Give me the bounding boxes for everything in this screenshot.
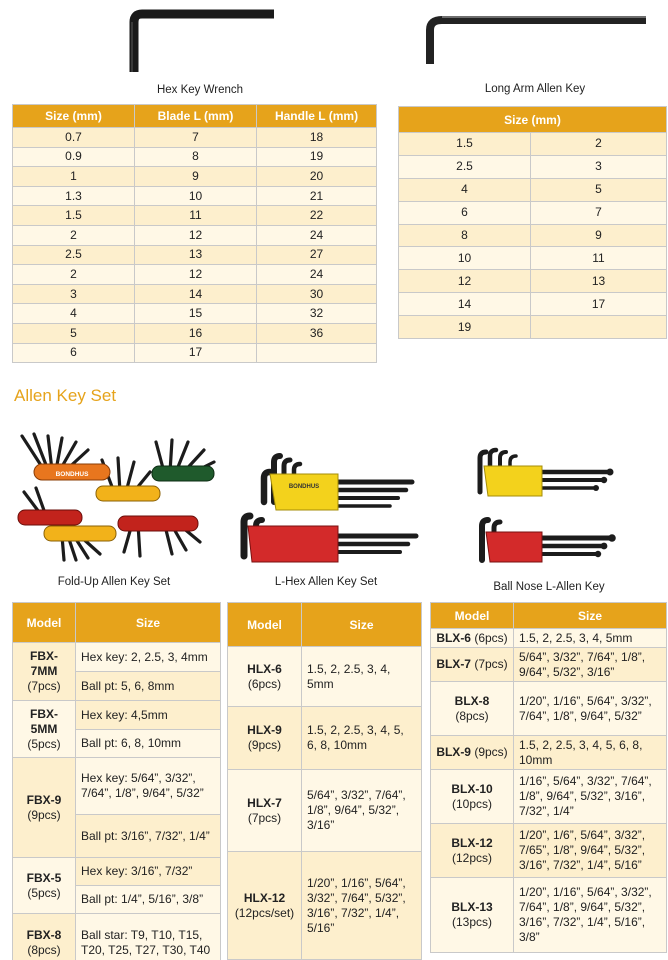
model-name: BLX-13 xyxy=(451,900,493,914)
model-name: BLX-10 xyxy=(451,781,493,796)
table-row xyxy=(13,323,377,343)
table-cell: 2 xyxy=(13,265,135,285)
l-hex-allen-key-set-image xyxy=(234,452,420,564)
size-cell: 1/20”, 1/16”, 5/64”, 3/32”, 7/64”, 1/8”, 9/64”, 5/32”, 3/16”, 7/32”, 1/4”, 5/16”, 3/8” xyxy=(514,878,667,953)
table-cell: 6 xyxy=(13,343,135,363)
hex-key-table xyxy=(12,104,377,363)
blx-table xyxy=(430,602,667,953)
section-title: Allen Key Set xyxy=(14,386,117,405)
hlx-table xyxy=(227,602,422,960)
table-cell: 22 xyxy=(257,206,377,226)
hlx-header-size: Size xyxy=(302,603,422,647)
table-cell: 3 xyxy=(531,155,667,178)
table-row xyxy=(399,155,667,178)
size-cell: 1/20”, 1/16”, 5/64”, 3/32”, 7/64”, 5/32”, 3/16”, 7/32”, 1/4”, 5/16” xyxy=(302,852,422,960)
size-cell: 1/16”, 5/64”, 3/32”, 7/64”, 1/8”, 9/64”, 5/32”, 3/16”, 7/32”, 1/4” xyxy=(514,770,667,824)
table-row xyxy=(399,178,667,201)
size-cell: Ball pt: 5, 6, 8mm xyxy=(76,672,221,701)
table-cell: 2 xyxy=(531,133,667,156)
size-cell: 5/64”, 3/32”, 7/64”, 1/8”, 9/64”, 5/32”, 3/16” xyxy=(514,648,667,682)
table-row xyxy=(13,758,221,815)
table-row xyxy=(228,707,422,770)
table-row xyxy=(431,648,667,682)
table-row xyxy=(399,316,667,339)
table-cell: 17 xyxy=(531,293,667,316)
model-name: HLX-9 xyxy=(247,723,282,737)
table-cell: 5 xyxy=(13,323,135,343)
table-cell: 1.5 xyxy=(13,206,135,226)
table-row xyxy=(13,245,377,265)
model-count: (5pcs) xyxy=(27,736,61,751)
table-cell: 10 xyxy=(135,186,257,206)
brand-mark-text: BONDHUS xyxy=(55,471,89,478)
model-cell xyxy=(431,736,514,770)
size-cell: 1.5, 2, 2.5, 3, 4, 5mm xyxy=(302,647,422,707)
table-cell: 12 xyxy=(399,270,531,293)
model-name: FBX-7MM xyxy=(30,649,58,678)
table-row xyxy=(13,343,377,363)
model-cell xyxy=(431,878,514,953)
table-cell: 14 xyxy=(135,284,257,304)
model-name: BLX-12 xyxy=(451,835,493,850)
table-row xyxy=(431,878,667,953)
table-row xyxy=(399,270,667,293)
table-cell: 15 xyxy=(135,304,257,324)
table-row xyxy=(13,186,377,206)
table-row xyxy=(228,647,422,707)
table-cell: 6 xyxy=(399,201,531,224)
model-cell xyxy=(13,643,76,701)
table-cell: 1 xyxy=(13,167,135,187)
table-row xyxy=(13,914,221,960)
table-cell: 13 xyxy=(531,270,667,293)
fbx-header-model: Model xyxy=(13,603,76,643)
size-cell: Ball star: T9, T10, T15, T20, T25, T27, T30, T40 xyxy=(76,914,221,960)
model-name: HLX-7 xyxy=(247,795,282,810)
model-cell xyxy=(228,707,302,770)
table-cell xyxy=(531,316,667,339)
brand-mark-text-2: BONDHUS xyxy=(288,484,320,490)
model-name: HLX-12 xyxy=(243,890,286,905)
size-cell: Ball pt: 1/4”, 5/16”, 3/8” xyxy=(76,886,221,914)
table-cell: 7 xyxy=(531,201,667,224)
table-row xyxy=(399,247,667,270)
table-row xyxy=(228,852,422,960)
model-cell xyxy=(431,824,514,878)
table-row xyxy=(13,128,377,148)
hex-header-blade: Blade L (mm) xyxy=(135,105,257,128)
table-cell: 30 xyxy=(257,284,377,304)
table-row xyxy=(431,629,667,648)
size-cell: Ball pt: 6, 8, 10mm xyxy=(76,730,221,758)
table-cell: 12 xyxy=(135,265,257,285)
model-name: BLX-6 xyxy=(436,630,471,645)
lhex-caption: L-Hex Allen Key Set xyxy=(274,576,378,588)
size-cell: Ball pt: 3/16”, 7/32”, 1/4” xyxy=(76,815,221,858)
model-cell xyxy=(13,758,76,858)
table-cell: 16 xyxy=(135,323,257,343)
fold-up-allen-key-set-image xyxy=(14,432,220,564)
table-cell: 7 xyxy=(135,128,257,148)
table-row xyxy=(399,224,667,247)
model-cell xyxy=(228,852,302,960)
model-count: (8pcs) xyxy=(27,942,61,957)
model-name: BLX-7 xyxy=(436,657,471,671)
hex-key-wrench-image xyxy=(128,8,278,76)
size-cell: Hex key: 5/64”, 3/32”, 7/64”, 1/8”, 9/64”, 5/32” xyxy=(76,758,221,815)
table-cell: 11 xyxy=(135,206,257,226)
table-row xyxy=(13,206,377,226)
table-cell: 2.5 xyxy=(399,155,531,178)
model-count: (7pcs) xyxy=(27,679,61,693)
table-cell: 21 xyxy=(257,186,377,206)
size-cell: 1/20”, 1/6”, 5/64”, 3/32”, 7/65”, 1/8”, 9/64”, 5/32”, 3/16”, 7/32”, 1/4”, 5/16” xyxy=(514,824,667,878)
model-count: (6pcs) xyxy=(247,676,282,691)
table-cell: 24 xyxy=(257,265,377,285)
table-row xyxy=(13,304,377,324)
table-row xyxy=(13,225,377,245)
model-cell xyxy=(13,914,76,960)
table-row xyxy=(431,824,667,878)
table-cell: 19 xyxy=(399,316,531,339)
table-cell: 5 xyxy=(531,178,667,201)
long-arm-caption: Long Arm Allen Key xyxy=(484,83,586,95)
table-row xyxy=(431,682,667,736)
model-count: (5pcs) xyxy=(27,885,61,900)
table-cell: 1.3 xyxy=(13,186,135,206)
model-count: (6pcs) xyxy=(474,630,508,645)
table-cell: 20 xyxy=(257,167,377,187)
long-arm-table xyxy=(398,106,667,339)
hex-key-caption: Hex Key Wrench xyxy=(156,84,244,96)
size-cell: 1.5, 2, 2.5, 3, 4, 5, 6, 8, 10mm xyxy=(514,736,667,770)
table-cell: 36 xyxy=(257,323,377,343)
model-name: BLX-9 xyxy=(436,745,471,759)
table-cell: 11 xyxy=(531,247,667,270)
table-row xyxy=(13,265,377,285)
hlx-header-model: Model xyxy=(228,603,302,647)
model-count: (13pcs) xyxy=(451,915,492,929)
size-cell: 5/64”, 3/32”, 7/64”, 1/8”, 9/64”, 5/32”, 3/16” xyxy=(302,770,422,852)
size-cell: Hex key: 2, 2.5, 3, 4mm xyxy=(76,643,221,672)
size-cell: 1.5, 2, 2.5, 3, 4, 5mm xyxy=(514,629,667,648)
table-cell: 4 xyxy=(13,304,135,324)
model-count: (9pcs) xyxy=(474,745,508,759)
model-cell xyxy=(431,682,514,736)
table-cell: 0.7 xyxy=(13,128,135,148)
table-cell: 0.9 xyxy=(13,147,135,167)
table-cell: 32 xyxy=(257,304,377,324)
model-cell xyxy=(13,701,76,758)
model-cell xyxy=(431,770,514,824)
fold-up-caption: Fold-Up Allen Key Set xyxy=(57,576,171,588)
table-row xyxy=(13,858,221,886)
model-count: (7pcs) xyxy=(247,810,282,825)
table-cell: 4 xyxy=(399,178,531,201)
table-row xyxy=(399,293,667,316)
table-cell: 18 xyxy=(257,128,377,148)
table-row xyxy=(431,736,667,770)
table-row xyxy=(13,643,221,672)
model-cell xyxy=(228,770,302,852)
size-cell: Hex key: 3/16”, 7/32” xyxy=(76,858,221,886)
table-cell: 9 xyxy=(135,167,257,187)
model-name: FBX-5 xyxy=(26,870,62,885)
model-count: (10pcs) xyxy=(451,796,492,811)
table-cell: 12 xyxy=(135,225,257,245)
model-name: HLX-6 xyxy=(247,661,282,676)
model-cell xyxy=(431,648,514,682)
long-arm-header-size: Size (mm) xyxy=(399,107,667,133)
table-cell: 8 xyxy=(399,224,531,247)
ballnose-caption: Ball Nose L-Allen Key xyxy=(493,581,605,593)
model-cell xyxy=(13,858,76,914)
table-cell xyxy=(257,343,377,363)
table-cell: 2 xyxy=(13,225,135,245)
hex-header-handle: Handle L (mm) xyxy=(257,105,377,128)
table-cell: 24 xyxy=(257,225,377,245)
table-row xyxy=(13,167,377,187)
table-cell: 8 xyxy=(135,147,257,167)
model-count: (12pcs) xyxy=(451,850,492,865)
table-row xyxy=(431,770,667,824)
model-name: FBX-5MM xyxy=(30,706,58,736)
model-count: (9pcs) xyxy=(247,738,282,752)
model-count: (12pcs/set) xyxy=(234,905,295,920)
model-name: BLX-8 xyxy=(454,693,490,708)
table-row xyxy=(399,201,667,224)
model-count: (9pcs) xyxy=(27,807,61,822)
table-row xyxy=(13,701,221,730)
table-row xyxy=(13,284,377,304)
model-count: (8pcs) xyxy=(455,708,489,723)
table-row xyxy=(228,770,422,852)
table-cell: 10 xyxy=(399,247,531,270)
model-name: FBX-8 xyxy=(26,927,62,942)
blx-header-size: Size xyxy=(514,603,667,629)
table-cell: 3 xyxy=(13,284,135,304)
model-cell xyxy=(228,647,302,707)
table-cell: 27 xyxy=(257,245,377,265)
table-cell: 1.5 xyxy=(399,133,531,156)
model-name: FBX-9 xyxy=(26,792,62,807)
fbx-table xyxy=(12,602,221,960)
table-cell: 9 xyxy=(531,224,667,247)
model-cell xyxy=(431,629,514,648)
table-cell: 2.5 xyxy=(13,245,135,265)
table-cell: 13 xyxy=(135,245,257,265)
table-row xyxy=(13,147,377,167)
size-cell: 1/20”, 1/16”, 5/64”, 3/32”, 7/64”, 1/8”, 9/64”, 5/32” xyxy=(514,682,667,736)
size-cell: 1.5, 2, 2.5, 3, 4, 5, 6, 8, 10mm xyxy=(302,707,422,770)
table-cell: 17 xyxy=(135,343,257,363)
table-cell: 14 xyxy=(399,293,531,316)
size-cell: Hex key: 4,5mm xyxy=(76,701,221,730)
ball-nose-l-allen-key-image xyxy=(470,442,620,568)
table-cell: 19 xyxy=(257,147,377,167)
model-count: (7pcs) xyxy=(474,657,508,671)
fbx-header-size: Size xyxy=(76,603,221,643)
hex-header-size: Size (mm) xyxy=(13,105,135,128)
blx-header-model: Model xyxy=(431,603,514,629)
table-row xyxy=(399,133,667,156)
long-arm-allen-key-image xyxy=(420,8,650,70)
